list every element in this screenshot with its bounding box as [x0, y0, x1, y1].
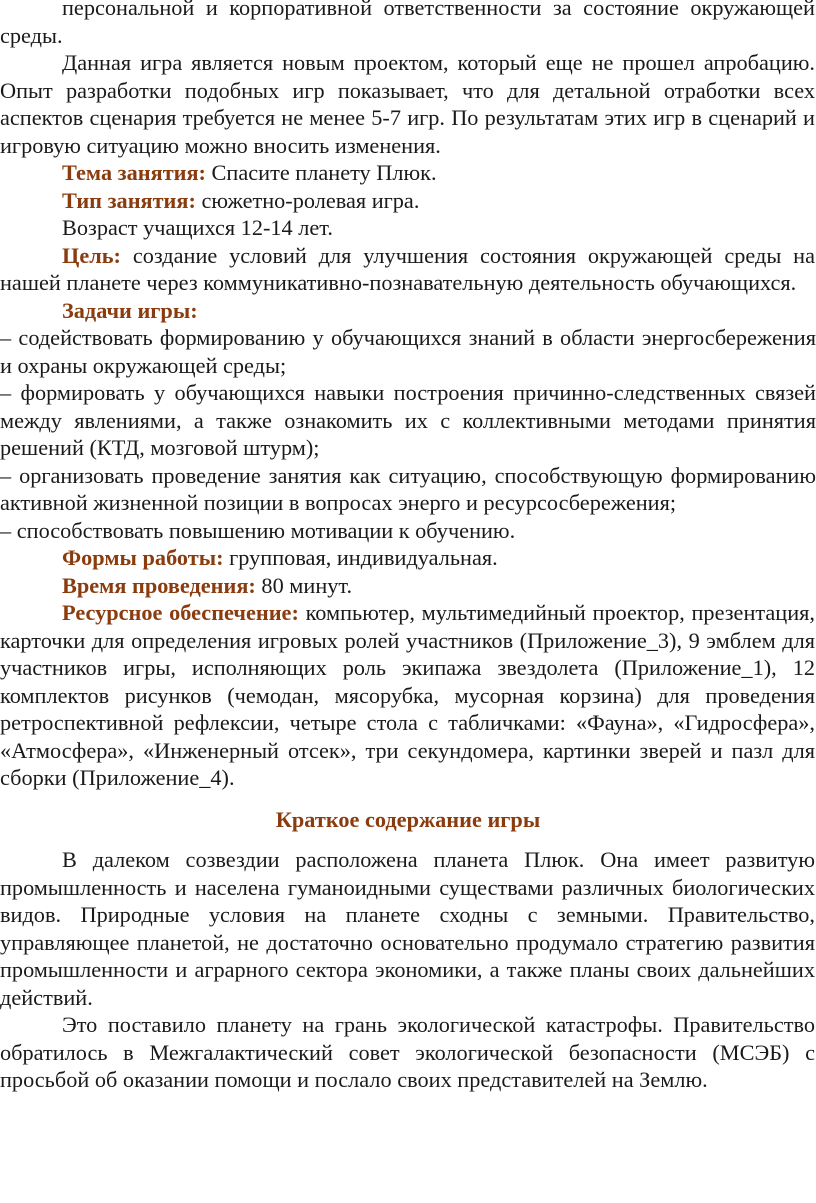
- task-item: – способствовать повышению мотивации к обучению.: [0, 517, 516, 543]
- resources-paragraph: [0, 599, 816, 792]
- topic-line: [0, 159, 816, 187]
- task-item: – формировать у обучающихся навыки построения причинно-следственных связей между явлениями, а также ознакомить их с коллективными методами принятия решений (КТД, мозговой штурм);: [0, 380, 816, 460]
- task-item-text: содействовать формированию у обучающихся знаний в области энергосбережения и охраны окружающей среды;: [0, 325, 816, 378]
- summary-paragraph-2: Это поставило планету на грань экологической катастрофы. Правительство обратилось в Межгалактический совет экологической безопасности (МСЭБ) с просьбой об оказании помощи и послало своих представителей на Землю.: [0, 1012, 815, 1092]
- summary-paragraph-1: В далеком созвездии расположена планета Плюк. Она имеет развитую промышленность и населена гуманоидными существами различных биологических видов. Природные условия на планете сходны с земными. Правительство, управляющее планетой, не достаточно основательно продумало стратегию развития промышленности и аграрного сектора экономики, а также планы своих дальнейших действий.: [0, 847, 815, 1010]
- task-item: – организовать проведение занятия как ситуацию, способствующую формированию активной жизненной позиции в вопросах энерго и ресурсосбережения;: [0, 462, 816, 515]
- task-item: – содействовать формированию у обучающихся знаний в области энергосбережения и охраны окружающей среды;: [0, 325, 816, 378]
- forms-value: групповая, индивидуальная.: [223, 545, 498, 570]
- type-line: [0, 187, 816, 215]
- goal-label: Цель:: [62, 242, 121, 268]
- intro-paragraph: Данная игра является новым проектом, который еще не прошел апробацию. Опыт разработки подобных игр показывает, что для детальной отработки всех аспектов сценария требуется не менее 5-7 игр. По результатам этих игр в сценарий и игровую ситуацию можно вносить изменения.: [0, 50, 815, 158]
- goal-value: создание условий для улучшения состояния окружающей среды на нашей планете через коммуникативно-познавательную деятельность обучающихся.: [0, 242, 815, 295]
- type-label: Тип занятия:: [62, 187, 196, 213]
- forms-line: [0, 544, 816, 572]
- type-value: сюжетно-ролевая игра.: [195, 187, 420, 213]
- time-label: Время проведения:: [62, 572, 256, 598]
- age-line: Возраст учащихся 12-14 лет.: [62, 215, 333, 240]
- task-item-text: способствовать повышению мотивации к обучению.: [16, 517, 516, 543]
- time-line: [0, 572, 816, 600]
- topic-value: Спасите планету Плюк.: [205, 160, 437, 185]
- goal-paragraph: [0, 242, 816, 297]
- tasks-heading: [0, 297, 816, 325]
- resources-value: компьютер, мультимедийный проектор, презентация, карточки для определения игровых ролей участников (Приложение_3), 9 эмблем для участников игры, исполняющих роль экипажа звездолета (Приложение_1), 12 комплектов рисунков (чемодан, мясорубка, мусорная корзина) для проведения ретроспективной рефлексии, четыре стола с табличками: «Фауна», «Гидросфера», «Атмосфера», «Инженерный отсек», три секундомера, картинки зверей и пазл для сборки (Приложение_4).: [0, 600, 815, 790]
- resources-label: Ресурсное обеспечение:: [62, 600, 299, 625]
- task-item-text: организовать проведение занятия как ситуацию, способствующую формированию активной жизненной позиции в вопросах энерго и ресурсосбережения;: [0, 462, 816, 515]
- time-value: 80 минут.: [255, 572, 353, 598]
- summary-heading: Краткое содержание игры: [275, 806, 541, 832]
- intro-continuation: персональной и корпоративной ответственности за состояние окружающей среды.: [0, 0, 815, 48]
- tasks-label: Задачи игры:: [62, 297, 198, 323]
- forms-label: Формы работы:: [62, 545, 224, 570]
- topic-label: Тема занятия:: [62, 160, 206, 185]
- task-item-text: формировать у обучающихся навыки построения причинно-следственных связей между явлениями, а также ознакомить их с коллективными методами принятия решений (КТД, мозговой штурм);: [0, 380, 816, 460]
